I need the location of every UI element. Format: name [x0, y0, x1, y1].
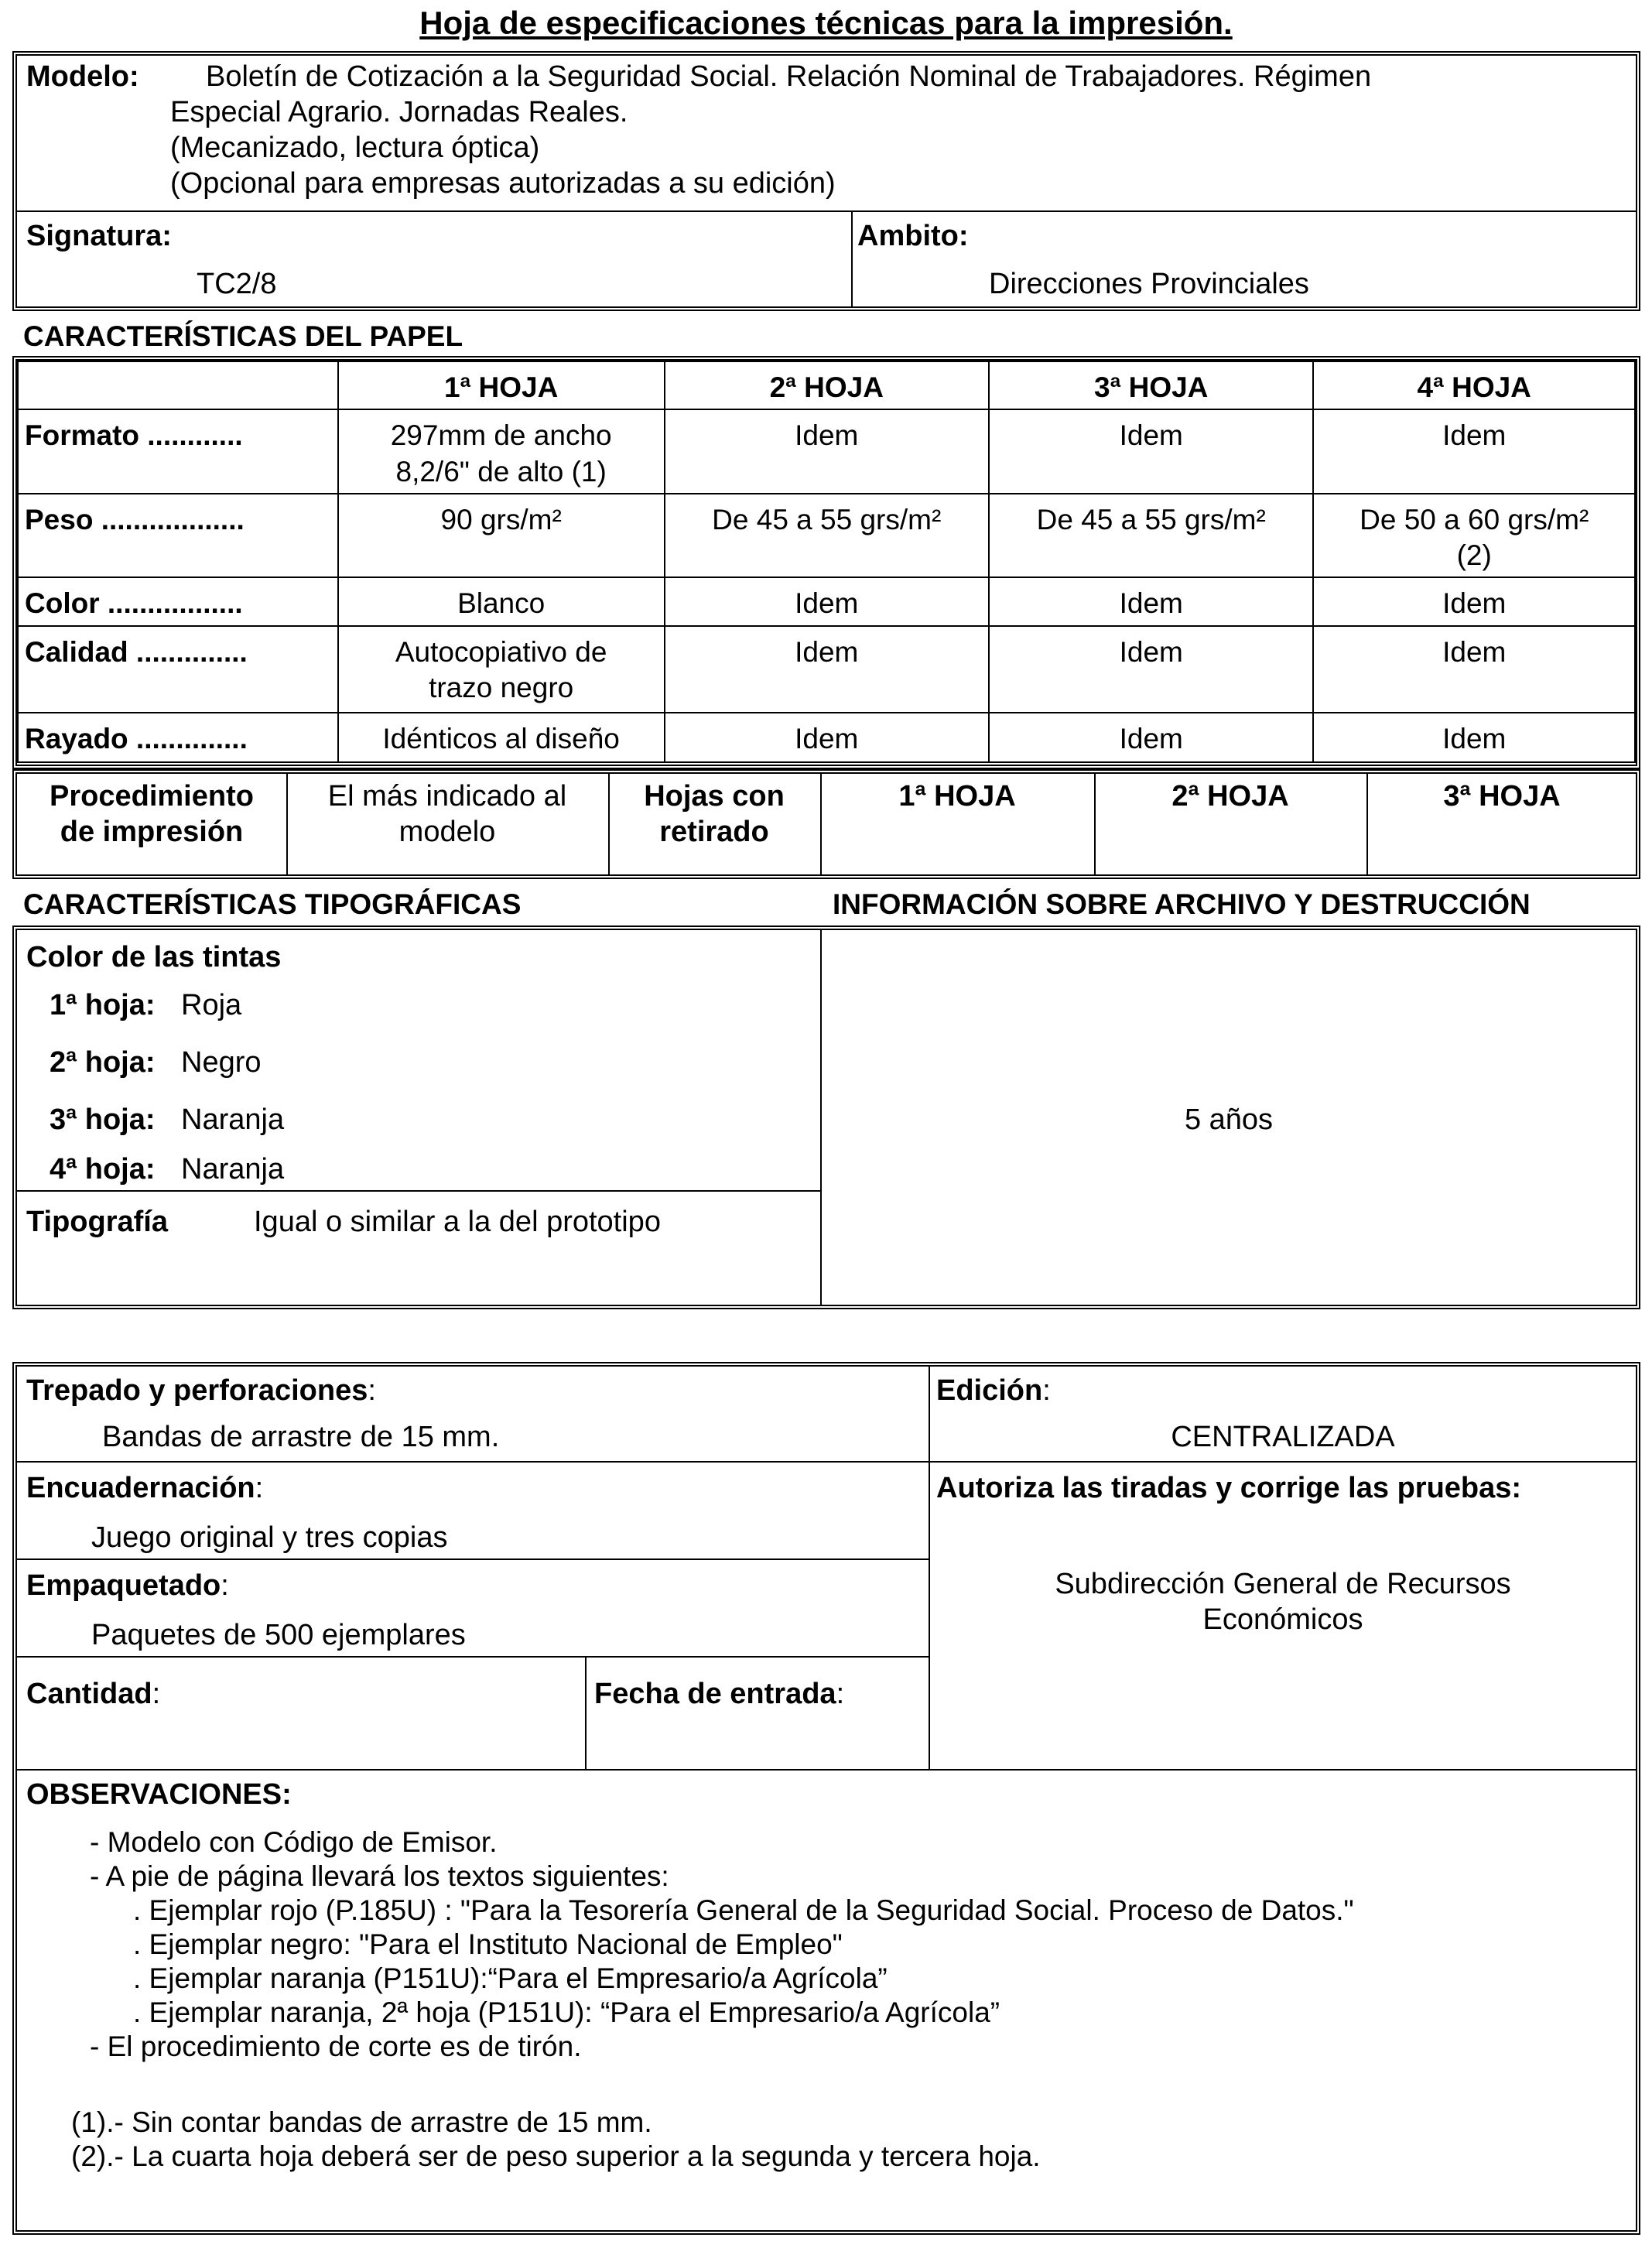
- divider: [17, 210, 1636, 212]
- papel-cell: De 45 a 55 grs/m²: [665, 494, 989, 578]
- papel-cell: Idénticos al diseño: [338, 713, 665, 762]
- observacion-note: (1).- Sin contar bandas de arrastre de 15 mm.: [71, 2106, 652, 2138]
- papel-corner: [18, 361, 338, 409]
- papel-cell: Idem: [665, 626, 989, 713]
- edicion-field: Edición:: [936, 1374, 1051, 1407]
- retirado-hoja: 3ª HOJA: [1443, 780, 1561, 813]
- tinta-hoja-label: 4ª hoja:: [50, 1153, 156, 1186]
- tinta-hoja-value: Negro: [181, 1046, 262, 1079]
- divider: [585, 1656, 587, 1769]
- cantidad-label: Cantidad: [26, 1678, 152, 1710]
- trepado-field: Trepado y perforaciones:: [26, 1374, 376, 1407]
- observacion-line: - A pie de página llevará los textos siguientes:: [90, 1860, 669, 1892]
- papel-col-header: 2ª HOJA: [665, 361, 989, 409]
- papel-cell: De 45 a 55 grs/m²: [989, 494, 1313, 578]
- papel-col-header: 1ª HOJA: [338, 361, 665, 409]
- retirado-hoja: 2ª HOJA: [1171, 780, 1289, 813]
- archivo-value: 5 años: [1184, 1103, 1274, 1136]
- tinta-hoja-value: Roja: [181, 989, 242, 1021]
- modelo-line: Boletín de Cotización a la Seguridad Social. Relación Nominal de Trabajadores. Régimen: [206, 60, 1372, 93]
- observacion-line: . Ejemplar negro: "Para el Instituto Nacional de Empleo": [133, 1928, 843, 1960]
- papel-cell: Idem: [989, 626, 1313, 713]
- fecha-label: Fecha de entrada: [594, 1678, 836, 1710]
- retirado-hoja: 1ª HOJA: [898, 780, 1016, 813]
- divider: [17, 1656, 929, 1658]
- modelo-line: Especial Agrario. Jornadas Reales.: [170, 96, 628, 128]
- papel-cell: Idem: [665, 409, 989, 494]
- signatura-label: Signatura:: [26, 220, 172, 252]
- procedimiento-value: El más indicado al modelo: [327, 780, 567, 849]
- trepado-value: Bandas de arrastre de 15 mm.: [102, 1421, 500, 1453]
- divider: [17, 1558, 929, 1560]
- observacion-line: . Ejemplar naranja, 2ª hoja (P151U): “Para el Empresario/a Agrícola”: [133, 1996, 1000, 2028]
- tintas-label: Color de las tintas: [26, 941, 282, 973]
- retirado-label: Hojas con retirado: [644, 780, 785, 849]
- autoriza-label: Autoriza las tiradas y corrige las pruebas:: [936, 1472, 1522, 1504]
- papel-row-label: Color .................: [18, 577, 338, 625]
- fecha-field: Fecha de entrada:: [594, 1678, 845, 1710]
- trepado-label: Trepado y perforaciones: [26, 1374, 368, 1407]
- divider: [17, 1461, 1636, 1463]
- tinta-hoja-label: 2ª hoja:: [50, 1046, 156, 1079]
- papel-cell: Idem: [1313, 626, 1635, 713]
- papel-cell: 297mm de ancho 8,2/6" de alto (1): [338, 409, 665, 494]
- tinta-hoja-value: Naranja: [181, 1103, 285, 1136]
- papel-cell: Idem: [665, 577, 989, 625]
- ambito-label: Ambito:: [857, 220, 969, 252]
- papel-cell: 90 grs/m²: [338, 494, 665, 578]
- cantidad-field: Cantidad:: [26, 1678, 161, 1710]
- papel-cell: Idem: [989, 577, 1313, 625]
- empaquetado-value: Paquetes de 500 ejemplares: [91, 1619, 466, 1651]
- papel-cell: Idem: [1313, 577, 1635, 625]
- signatura-value: TC2/8: [197, 268, 277, 300]
- page-title: Hoja de especificaciones técnicas para la impresión.: [419, 5, 1233, 41]
- encuadernacion-value: Juego original y tres copias: [91, 1521, 448, 1554]
- tinta-hoja-label: 1ª hoja:: [50, 989, 156, 1021]
- edicion-label: Edición: [936, 1374, 1043, 1407]
- modelo-label: Modelo:: [26, 60, 139, 93]
- divider: [851, 210, 853, 306]
- tipografia-label: Tipografía: [26, 1206, 168, 1238]
- empaquetado-label: Empaquetado: [26, 1569, 221, 1602]
- tipograficas-heading: CARACTERÍSTICAS TIPOGRÁFICAS: [23, 888, 522, 920]
- empaquetado-field: Empaquetado:: [26, 1569, 229, 1602]
- papel-cell: Autocopiativo de trazo negro: [338, 626, 665, 713]
- observaciones-label: OBSERVACIONES:: [26, 1778, 292, 1811]
- observacion-line: - Modelo con Código de Emisor.: [90, 1826, 498, 1858]
- papel-cell: Idem: [665, 713, 989, 762]
- papel-table: [17, 361, 1636, 763]
- procedimiento-label: Procedimiento de impresión: [50, 780, 254, 849]
- divider: [17, 1190, 820, 1192]
- observacion-note: (2).- La cuarta hoja deberá ser de peso superior a la segunda y tercera hoja.: [71, 2140, 1041, 2172]
- papel-heading: CARACTERÍSTICAS DEL PAPEL: [23, 320, 463, 352]
- papel-cell: Idem: [1313, 409, 1635, 494]
- papel-col-header: 4ª HOJA: [1313, 361, 1635, 409]
- papel-cell: De 50 a 60 grs/m² (2): [1313, 494, 1635, 578]
- papel-cell: Idem: [989, 713, 1313, 762]
- edicion-value: CENTRALIZADA: [1171, 1421, 1395, 1453]
- encuadernacion-label: Encuadernación: [26, 1472, 255, 1504]
- tipografia-value: Igual o similar a la del prototipo: [254, 1206, 661, 1238]
- modelo-line: (Opcional para empresas autorizadas a su edición): [170, 167, 836, 200]
- observacion-line: - El procedimiento de corte es de tirón.: [90, 2031, 582, 2062]
- autoriza-value: Subdirección General de Recursos Económicos: [1055, 1568, 1511, 1637]
- papel-cell: Idem: [1313, 713, 1635, 762]
- tinta-hoja-value: Naranja: [181, 1153, 285, 1186]
- papel-row-label: Peso ..................: [18, 494, 338, 578]
- observacion-line: . Ejemplar rojo (P.185U) : "Para la Tesorería General de la Seguridad Social. Proceso de Datos.": [133, 1894, 1354, 1926]
- papel-cell: Blanco: [338, 577, 665, 625]
- papel-row-label: Calidad ..............: [18, 626, 338, 713]
- archivo-heading: INFORMACIÓN SOBRE ARCHIVO Y DESTRUCCIÓN: [833, 888, 1531, 920]
- modelo-line: (Mecanizado, lectura óptica): [170, 132, 540, 164]
- papel-cell: Idem: [989, 409, 1313, 494]
- encuadernacion-field: Encuadernación:: [26, 1472, 264, 1504]
- papel-col-header: 3ª HOJA: [989, 361, 1313, 409]
- papel-row-label: Formato ............: [18, 409, 338, 494]
- tinta-hoja-label: 3ª hoja:: [50, 1103, 156, 1136]
- papel-row-label: Rayado ..............: [18, 713, 338, 762]
- observacion-line: . Ejemplar naranja (P151U):“Para el Empresario/a Agrícola”: [133, 1962, 888, 1994]
- divider: [17, 1769, 1636, 1771]
- ambito-value: Direcciones Provinciales: [989, 268, 1309, 300]
